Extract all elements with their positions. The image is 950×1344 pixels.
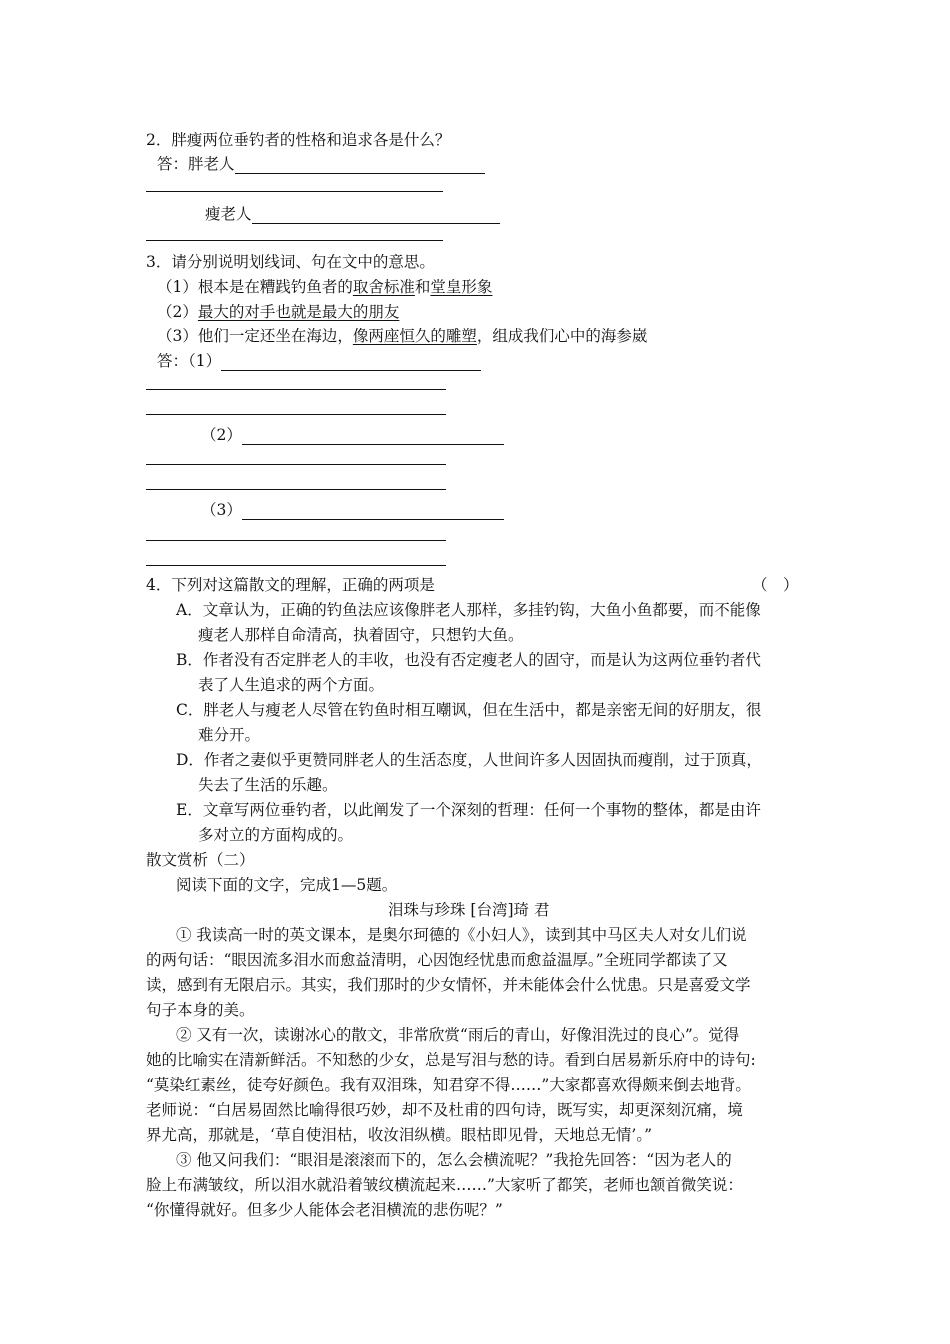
q3-answer3-line [201, 500, 504, 520]
para1-line4: 句子本身的美。 [146, 1001, 255, 1019]
q3-item3-post: ，组成我们心中的海参崴 [476, 327, 648, 345]
q3-item2-pre: （2） [157, 303, 198, 321]
q2-fat-answer-blank[interactable] [235, 157, 485, 174]
q4-option-b: B．作者没有否定胖老人的丰收，也没有否定瘦老人的固守，而是认为这两位垂钓者代 [176, 651, 761, 669]
q2-thin-answer-blank-cont[interactable] [146, 240, 443, 241]
q2-thin-line [205, 204, 500, 224]
q4-option-d: D．作者之妻似乎更赞同胖老人的生活态度，人世间许多人因固执而瘦削，过于顶真， [176, 751, 762, 769]
q3-item-1 [157, 277, 492, 297]
q3-answer1-blank[interactable] [221, 354, 481, 371]
q4-option-b-cont: 表了人生追求的两个方面。 [198, 676, 385, 694]
q3-answer3-blank[interactable] [242, 503, 504, 520]
q3-item2-underlined: 最大的对手也就是最大的朋友 [197, 303, 400, 321]
q3-label-2: （2） [201, 426, 242, 444]
q2-answer-line [157, 154, 485, 174]
section2-heading: 散文赏析（二） [146, 851, 255, 869]
para3-line3: “你懂得就好。但多少人能体会老泪横流的悲伤呢？” [146, 1201, 503, 1219]
q4-answer-paren[interactable]: （ ） [752, 576, 799, 594]
q3-item1-pre: （1）根本是在糟践钓鱼者的 [157, 278, 353, 296]
q3-item1-mid: 和 [414, 278, 431, 296]
section2-instruction: 阅读下面的文字，完成1—5题。 [176, 876, 398, 894]
q4-option-e: E．文章写两位垂钓者，以此阐发了一个深刻的哲理：任何一个事物的整体，都是由许 [176, 801, 761, 819]
q3-answer2-blank-cont-1[interactable] [146, 464, 446, 465]
q3-item3-pre: （3）他们一定还坐在海边， [157, 327, 353, 345]
q4-option-d-cont: 失去了生活的乐趣。 [198, 776, 338, 794]
q4-option-a: A．文章认为，正确的钓鱼法应该像胖老人那样，多挂钓钩，大鱼小鱼都要，而不能像 [176, 601, 761, 619]
q3-item1-underlined-2: 堂皇形象 [430, 278, 493, 296]
para1-line1: ① 我读高一时的英文课本，是奥尔珂德的《小妇人》，读到其中马区夫人对女儿们说 [176, 926, 747, 944]
q3-item1-underlined-1: 取舍标准 [352, 278, 415, 296]
para1-line3: 读，感到有无限启示。其实，我们那时的少女情怀，并未能体会什么忧患。只是喜爱文学 [146, 976, 751, 994]
q3-label-3: （3） [201, 501, 242, 519]
passage-title: 泪珠与珍珠 [台湾]琦 君 [388, 901, 550, 919]
para1-line2: 的两句话：“眼因流多泪水而愈益清明，心因饱经忧患而愈益温厚。”全班同学都读了又 [146, 951, 728, 969]
para2-line2: 她的比喻实在清新鲜活。不知愁的少女，总是写泪与愁的诗。看到白居易新乐府中的诗句: [146, 1051, 756, 1069]
para2-line5: 界尤高，那就是，‘草自使泪枯，收汝泪纵横。眼枯即见骨，天地总无情’。” [146, 1126, 653, 1144]
q4-option-c: C．胖老人与瘦老人尽管在钓鱼时相互嘲讽，但在生活中，都是亲密无间的好朋友，很 [176, 701, 762, 719]
q2-question: 2．胖瘦两位垂钓者的性格和追求各是什么？ [146, 131, 451, 149]
para2-line4: 老师说：“白居易固然比喻得很巧妙，却不及杜甫的四句诗，既写实，却更深刻沉痛，境 [146, 1101, 743, 1119]
para3-line1: ③ 他又问我们：“眼泪是滚滚而下的，怎么会横流呢？”我抢先回答：“因为老人的 [176, 1151, 732, 1169]
q2-answer-prefix: 答：胖老人 [157, 155, 235, 173]
q3-question: 3．请分别说明划线词、句在文中的意思。 [146, 253, 435, 271]
q3-answer2-line [201, 425, 504, 445]
para2-line1: ② 又有一次，读谢冰心的散文，非常欣赏“雨后的青山，好像泪洗过的良心”。觉得 [176, 1026, 740, 1044]
q3-answer1-blank-cont-2[interactable] [146, 414, 446, 415]
q3-answer2-blank-cont-2[interactable] [146, 489, 446, 490]
q2-fat-answer-blank-cont[interactable] [146, 191, 443, 192]
q2-thin-answer-blank[interactable] [252, 207, 500, 224]
q4-option-e-cont: 多对立的方面构成的。 [198, 826, 354, 844]
q4-option-c-cont: 难分开。 [198, 726, 261, 744]
q3-item-3 [157, 326, 647, 346]
q4-question: 4．下列对这篇散文的理解，正确的两项是 [146, 576, 435, 594]
q3-answer2-blank[interactable] [242, 428, 504, 445]
q3-answer1-blank-cont-1[interactable] [146, 389, 446, 390]
q3-answer1-line [157, 351, 481, 371]
q2-thin-label: 瘦老人 [205, 205, 252, 223]
q3-answer3-blank-cont-2[interactable] [146, 565, 446, 566]
para3-line2: 脸上布满皱纹，所以泪水就沿着皱纹横流起来……”大家听了都笑，老师也颔首微笑说： [146, 1176, 743, 1194]
q3-item-2 [157, 302, 399, 322]
q3-answer3-blank-cont-1[interactable] [146, 540, 446, 541]
q3-answer-prefix: 答：（1） [157, 352, 222, 370]
q4-option-a-cont: 瘦老人那样自命清高，执着固守，只想钓大鱼。 [198, 626, 524, 644]
para2-line3: “莫染红素丝，徒夸好颜色。我有双泪珠，知君穿不得……”大家都喜欢得颇来倒去地背。 [146, 1076, 751, 1094]
q3-item3-underlined: 像两座恒久的雕塑 [352, 327, 477, 345]
